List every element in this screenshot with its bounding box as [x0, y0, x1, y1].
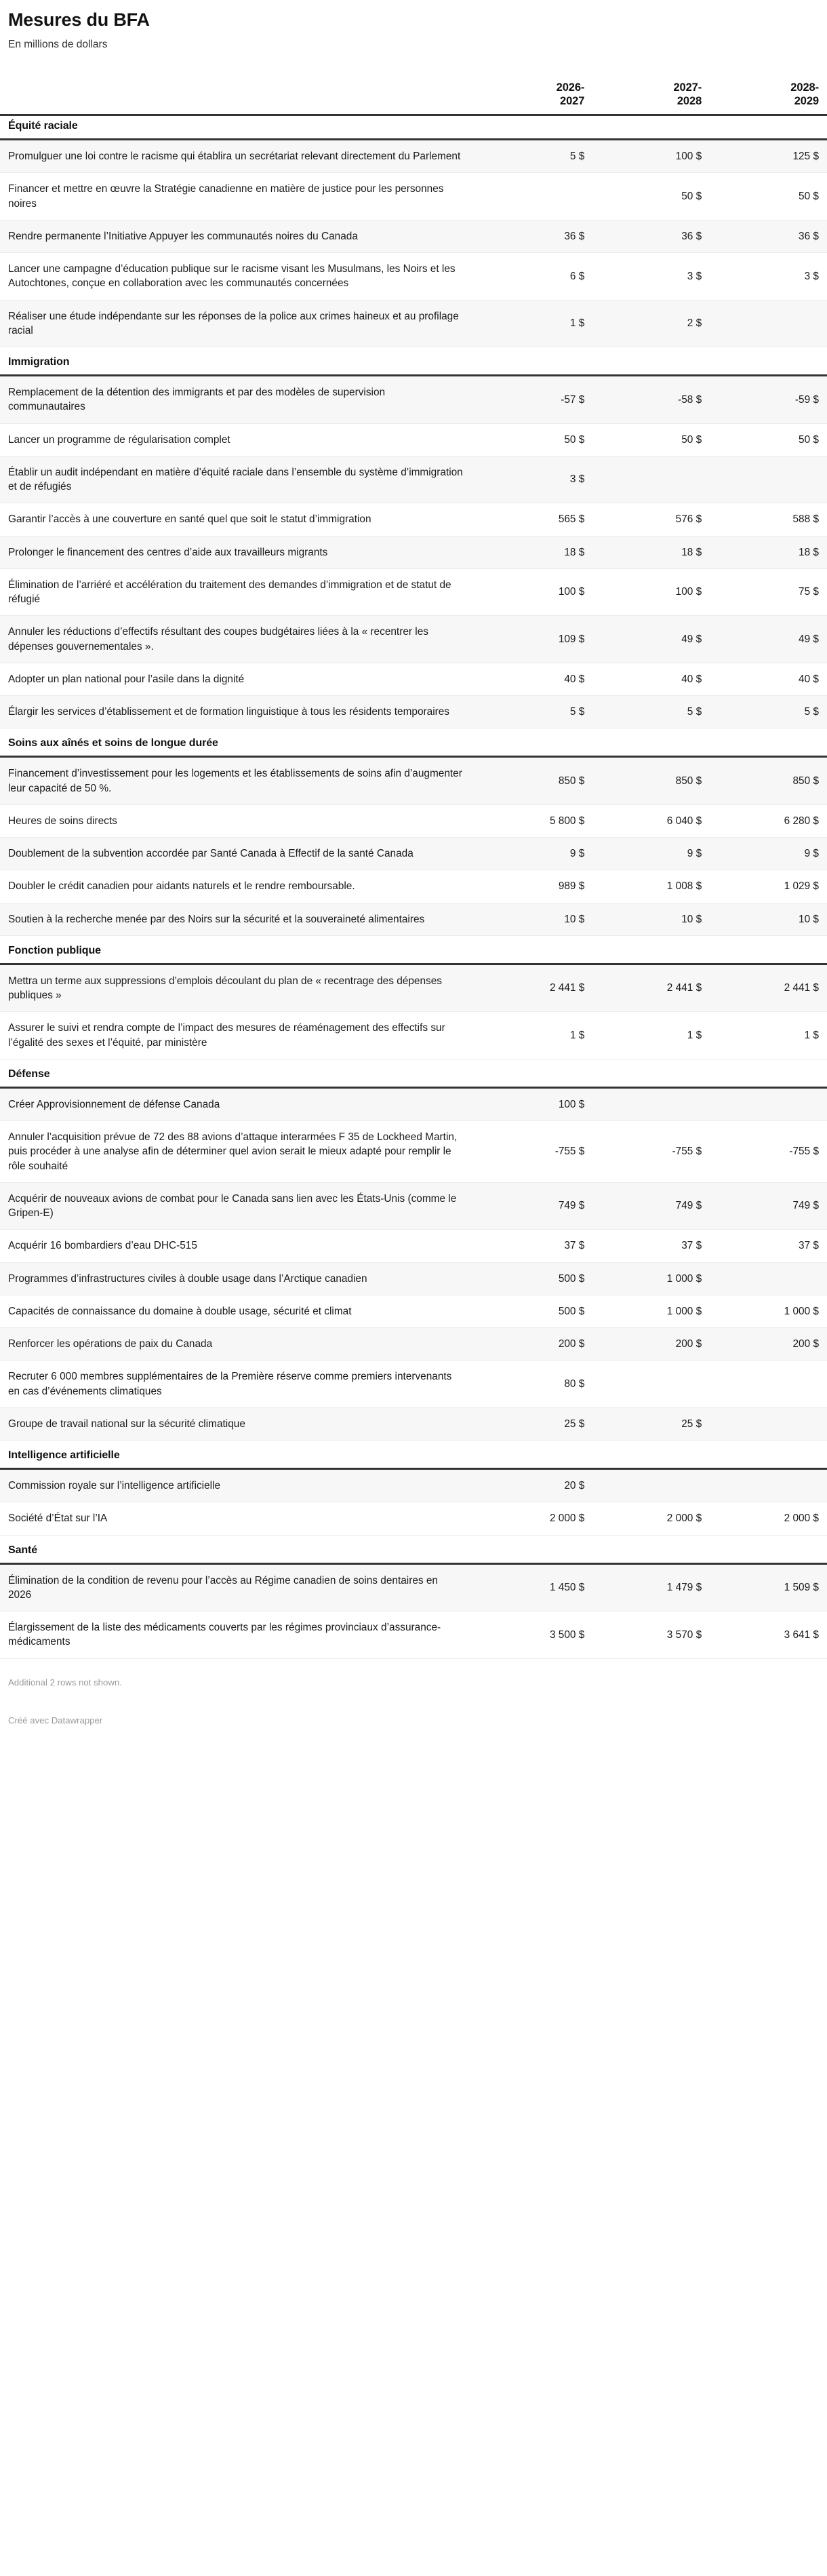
table-row [0, 1087, 827, 1120]
table-row [0, 1502, 827, 1535]
table-row [0, 456, 827, 503]
measure-label: Doubler le crédit canadien pour aidants naturels et le rendre remboursable. [0, 870, 476, 903]
measure-label: Élimination de la condition de revenu pour l’accès au Régime canadien de soins dentaires en 2026 [0, 1563, 476, 1612]
table-section-header [0, 115, 827, 140]
measure-label: Groupe de travail national sur la sécurité climatique [0, 1407, 476, 1440]
measure-value-y2627: 565 $ [476, 503, 593, 536]
measure-value-y2728 [592, 1087, 710, 1120]
table-row [0, 1612, 827, 1659]
table-row [0, 1407, 827, 1440]
measure-label: Renforcer les opérations de paix du Canada [0, 1328, 476, 1361]
measure-label: Financer et mettre en œuvre la Stratégie canadienne en matière de justice pour les personnes noires [0, 173, 476, 220]
table-row [0, 838, 827, 870]
table-section-header [0, 1059, 827, 1087]
table-row [0, 1295, 827, 1327]
table-row [0, 503, 827, 536]
measure-value-y2627: 37 $ [476, 1230, 593, 1262]
measure-value-y2829: 50 $ [710, 173, 827, 220]
additional-rows-note: Additional 2 rows not shown. [8, 1677, 122, 1687]
measure-value-y2627: 3 500 $ [476, 1612, 593, 1659]
measure-value-y2627: 200 $ [476, 1328, 593, 1361]
measure-value-y2829: 850 $ [710, 757, 827, 805]
measure-value-y2728: 100 $ [592, 140, 710, 173]
measure-value-y2728: 1 008 $ [592, 870, 710, 903]
measure-value-y2829: 2 000 $ [710, 1502, 827, 1535]
measure-value-y2728: 18 $ [592, 536, 710, 568]
section-title: Soins aux aînés et soins de longue durée [0, 728, 827, 757]
measure-value-y2728: 1 000 $ [592, 1262, 710, 1295]
measure-label: Créer Approvisionnement de défense Canada [0, 1087, 476, 1120]
measure-value-y2627: -57 $ [476, 376, 593, 424]
measure-label: Lancer un programme de régularisation complet [0, 423, 476, 456]
table-row [0, 253, 827, 300]
table-row [0, 173, 827, 220]
measure-value-y2627: 20 $ [476, 1469, 593, 1502]
measure-value-y2829: 749 $ [710, 1182, 827, 1230]
measure-value-y2829 [710, 1469, 827, 1502]
measure-value-y2829: 75 $ [710, 568, 827, 616]
measure-value-y2627: 3 $ [476, 456, 593, 503]
measure-value-y2728: 1 479 $ [592, 1563, 710, 1612]
measure-label: Élargissement de la liste des médicaments couverts par les régimes provinciaux d’assurance-médicaments [0, 1612, 476, 1659]
measure-label: Acquérir 16 bombardiers d’eau DHC-515 [0, 1230, 476, 1262]
table-row [0, 376, 827, 424]
column-header-2028-2029: 2028- 2029 [790, 81, 819, 107]
table-row [0, 1361, 827, 1408]
measure-label: Réaliser une étude indépendante sur les réponses de la police aux crimes haineux et au profilage racial [0, 300, 476, 347]
measure-value-y2728: 576 $ [592, 503, 710, 536]
measure-value-y2728 [592, 1361, 710, 1408]
table-section-header [0, 1535, 827, 1563]
measure-value-y2728: 3 570 $ [592, 1612, 710, 1659]
table-section-header [0, 1441, 827, 1469]
measure-value-y2829: 18 $ [710, 536, 827, 568]
table-row [0, 1262, 827, 1295]
table-row [0, 1121, 827, 1183]
measure-value-y2627: 500 $ [476, 1262, 593, 1295]
measure-value-y2627: 40 $ [476, 663, 593, 695]
measure-value-y2627: 25 $ [476, 1407, 593, 1440]
section-title: Intelligence artificielle [0, 1441, 827, 1469]
table-section-header [0, 347, 827, 376]
section-title: Défense [0, 1059, 827, 1087]
table-row [0, 1012, 827, 1059]
table-row [0, 1182, 827, 1230]
measure-label: Heures de soins directs [0, 804, 476, 837]
measure-value-y2829: 1 029 $ [710, 870, 827, 903]
measure-label: Assurer le suivi et rendra compte de l’impact des mesures de réaménagement des effectifs sur l’égalité des sexes et l’équité, par ministère [0, 1012, 476, 1059]
measure-value-y2627: 36 $ [476, 220, 593, 252]
measure-value-y2627: 109 $ [476, 616, 593, 663]
measure-value-y2728: 2 $ [592, 300, 710, 347]
section-title: Immigration [0, 347, 827, 376]
table-head [0, 81, 827, 115]
measure-label: Établir un audit indépendant en matière d’équité raciale dans l’ensemble du système d’immigration et de réfugiés [0, 456, 476, 503]
measure-value-y2728: 850 $ [592, 757, 710, 805]
table-row [0, 1230, 827, 1262]
measure-value-y2829 [710, 300, 827, 347]
measure-label: Mettra un terme aux suppressions d’emplois découlant du plan de « recentrage des dépenses publiques » [0, 964, 476, 1012]
measure-value-y2829: 9 $ [710, 838, 827, 870]
measure-value-y2627: 2 000 $ [476, 1502, 593, 1535]
measure-value-y2829: 36 $ [710, 220, 827, 252]
table-notes [0, 1659, 827, 1689]
measure-value-y2829: 1 000 $ [710, 1295, 827, 1327]
datawrapper-credit: Créé avec Datawrapper [8, 1715, 103, 1726]
measure-value-y2728: 49 $ [592, 616, 710, 663]
measure-label: Garantir l’accès à une couverture en santé quel que soit le statut d’immigration [0, 503, 476, 536]
measure-label: Doublement de la subvention accordée par Santé Canada à Effectif de la santé Canada [0, 838, 476, 870]
measure-value-y2627: -755 $ [476, 1121, 593, 1183]
section-title: Fonction publique [0, 935, 827, 964]
measure-value-y2829 [710, 1262, 827, 1295]
measure-value-y2829: -755 $ [710, 1121, 827, 1183]
column-header-2026-2027: 2026- 2027 [556, 81, 585, 107]
measure-label: Rendre permanente l’Initiative Appuyer les communautés noires du Canada [0, 220, 476, 252]
table-row [0, 220, 827, 252]
measure-value-y2829 [710, 1087, 827, 1120]
measure-value-y2627: 850 $ [476, 757, 593, 805]
measure-value-y2829: 10 $ [710, 903, 827, 935]
measure-value-y2728: 1 000 $ [592, 1295, 710, 1327]
measure-label: Recruter 6 000 membres supplémentaires de la Première réserve comme premiers intervenants en cas d’événements climatiques [0, 1361, 476, 1408]
table-row [0, 696, 827, 728]
table-row [0, 804, 827, 837]
measure-label: Programmes d’infrastructures civiles à double usage dans l’Arctique canadien [0, 1262, 476, 1295]
measure-value-y2627: 100 $ [476, 1087, 593, 1120]
measure-label: Annuler l’acquisition prévue de 72 des 88 avions d’attaque interarmées F 35 de Lockheed Martin, puis procéder à une analyse afin de déterminer quel avion serait le mieux adapté pour remplir le rôle souhaité [0, 1121, 476, 1183]
measure-value-y2829: 50 $ [710, 423, 827, 456]
measure-value-y2627: 2 441 $ [476, 964, 593, 1012]
measure-value-y2627: 500 $ [476, 1295, 593, 1327]
measure-value-y2627: 5 $ [476, 696, 593, 728]
section-title: Santé [0, 1535, 827, 1563]
measure-value-y2627: 1 450 $ [476, 1563, 593, 1612]
measure-value-y2728: 6 040 $ [592, 804, 710, 837]
measure-value-y2829 [710, 456, 827, 503]
measure-label: Lancer une campagne d’éducation publique sur le racisme visant les Musulmans, les Noirs et les Autochtones, conçue en collaboration avec les communautés concernées [0, 253, 476, 300]
column-header-2027-2028: 2027- 2028 [673, 81, 702, 107]
measure-value-y2728: 3 $ [592, 253, 710, 300]
measure-value-y2728: 749 $ [592, 1182, 710, 1230]
measure-value-y2627: 80 $ [476, 1361, 593, 1408]
measure-value-y2728: 40 $ [592, 663, 710, 695]
measure-label: Capacités de connaissance du domaine à double usage, sécurité et climat [0, 1295, 476, 1327]
measure-value-y2829: 588 $ [710, 503, 827, 536]
table-row [0, 870, 827, 903]
table-row [0, 663, 827, 695]
measure-label: Financement d’investissement pour les logements et les établissements de soins afin d’augmenter leur capacité de 50 %. [0, 757, 476, 805]
table-row [0, 140, 827, 173]
measure-value-y2627: 6 $ [476, 253, 593, 300]
measure-value-y2829: 125 $ [710, 140, 827, 173]
measure-label: Société d’État sur l’IA [0, 1502, 476, 1535]
measure-value-y2829: 5 $ [710, 696, 827, 728]
measure-value-y2829: 1 509 $ [710, 1563, 827, 1612]
measure-value-y2728: -58 $ [592, 376, 710, 424]
table-row [0, 536, 827, 568]
measure-value-y2728: 2 441 $ [592, 964, 710, 1012]
table-row [0, 903, 827, 935]
section-title: Équité raciale [0, 115, 827, 140]
column-header-label [0, 81, 476, 115]
measure-value-y2728: 100 $ [592, 568, 710, 616]
measure-value-y2627 [476, 173, 593, 220]
measure-value-y2829: 1 $ [710, 1012, 827, 1059]
measure-value-y2728: 2 000 $ [592, 1502, 710, 1535]
table-row [0, 1563, 827, 1612]
measure-value-y2728: 37 $ [592, 1230, 710, 1262]
measure-value-y2829 [710, 1407, 827, 1440]
measure-label: Remplacement de la détention des immigrants et par des modèles de supervision communautaires [0, 376, 476, 424]
measure-value-y2627: 5 $ [476, 140, 593, 173]
measure-value-y2728: 36 $ [592, 220, 710, 252]
measure-value-y2627: 100 $ [476, 568, 593, 616]
table-row [0, 616, 827, 663]
measure-value-y2728: -755 $ [592, 1121, 710, 1183]
measure-value-y2627: 1 $ [476, 1012, 593, 1059]
measure-value-y2829: 2 441 $ [710, 964, 827, 1012]
measure-value-y2728 [592, 1469, 710, 1502]
measure-value-y2728: 200 $ [592, 1328, 710, 1361]
measures-table [0, 81, 827, 1659]
measure-value-y2829 [710, 1361, 827, 1408]
chart-header [0, 0, 827, 52]
measure-value-y2829: 6 280 $ [710, 804, 827, 837]
measure-value-y2627: 10 $ [476, 903, 593, 935]
measure-value-y2829: -59 $ [710, 376, 827, 424]
table-row [0, 757, 827, 805]
measure-value-y2627: 5 800 $ [476, 804, 593, 837]
measure-value-y2728: 9 $ [592, 838, 710, 870]
table-row [0, 1328, 827, 1361]
measure-label: Élargir les services d’établissement et de formation linguistique à tous les résidents temporaires [0, 696, 476, 728]
measure-value-y2728: 25 $ [592, 1407, 710, 1440]
measure-value-y2728: 10 $ [592, 903, 710, 935]
measure-value-y2829: 49 $ [710, 616, 827, 663]
measure-value-y2627: 989 $ [476, 870, 593, 903]
measure-value-y2829: 3 641 $ [710, 1612, 827, 1659]
measure-value-y2728: 1 $ [592, 1012, 710, 1059]
measure-label: Élimination de l’arriéré et accélération du traitement des demandes d’immigration et de statut de réfugié [0, 568, 476, 616]
measure-value-y2627: 749 $ [476, 1182, 593, 1230]
measure-label: Prolonger le financement des centres d’aide aux travailleurs migrants [0, 536, 476, 568]
table-row [0, 964, 827, 1012]
table-body [0, 115, 827, 1659]
measure-label: Adopter un plan national pour l’asile dans la dignité [0, 663, 476, 695]
table-header-row [0, 81, 827, 115]
measure-value-y2627: 1 $ [476, 300, 593, 347]
measure-value-y2728: 50 $ [592, 173, 710, 220]
measure-value-y2728: 50 $ [592, 423, 710, 456]
table-row [0, 568, 827, 616]
table-row [0, 300, 827, 347]
measure-value-y2829: 37 $ [710, 1230, 827, 1262]
measure-label: Annuler les réductions d’effectifs résultant des coupes budgétaires liées à la « recentrer les dépenses gouvernementales ». [0, 616, 476, 663]
measure-value-y2728: 5 $ [592, 696, 710, 728]
measure-value-y2627: 9 $ [476, 838, 593, 870]
table-section-header [0, 935, 827, 964]
measure-value-y2627: 18 $ [476, 536, 593, 568]
measure-label: Soutien à la recherche menée par des Noirs sur la sécurité et la souveraineté alimentaires [0, 903, 476, 935]
measure-label: Acquérir de nouveaux avions de combat pour le Canada sans lien avec les États-Unis (comme le Gripen-E) [0, 1182, 476, 1230]
table-row [0, 423, 827, 456]
measure-label: Promulguer une loi contre le racisme qui établira un secrétariat relevant directement du Parlement [0, 140, 476, 173]
measure-label: Commission royale sur l’intelligence artificielle [0, 1469, 476, 1502]
table-row [0, 1469, 827, 1502]
measure-value-y2829: 3 $ [710, 253, 827, 300]
table-section-header [0, 728, 827, 757]
page-title: Mesures du BFA [8, 9, 150, 30]
measure-value-y2728 [592, 456, 710, 503]
measure-value-y2829: 200 $ [710, 1328, 827, 1361]
chart-subtitle: En millions de dollars [8, 38, 108, 50]
measure-value-y2627: 50 $ [476, 423, 593, 456]
measure-value-y2829: 40 $ [710, 663, 827, 695]
